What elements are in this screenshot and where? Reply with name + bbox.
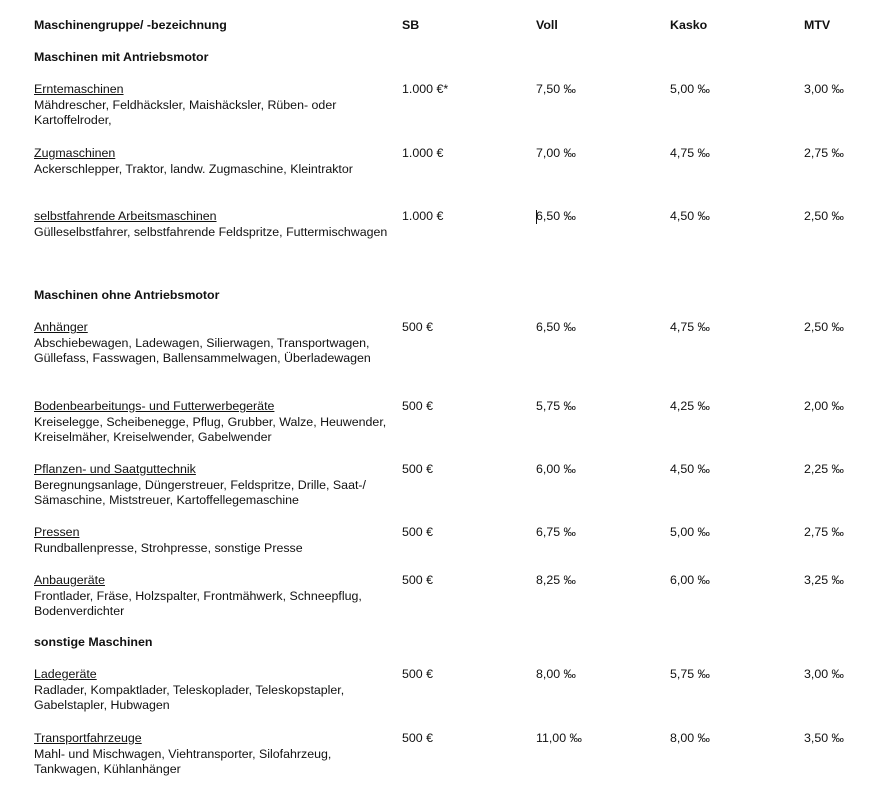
row-name: selbstfahrende Arbeitsmaschinen [34,209,217,223]
header-group: Maschinengruppe/ -bezeichnung [34,18,227,32]
group-title: Maschinen mit Antriebsmotor [34,50,209,64]
cell-sb: 500 € [402,399,434,413]
header-kasko: Kasko [670,18,708,32]
cell-voll: 8,00 ‰ [536,667,576,681]
cell-voll: 5,75 ‰ [536,399,576,413]
header-voll: Voll [536,18,558,32]
cell-kasko: 5,75 ‰ [670,667,710,681]
cell-sb: 1.000 € [402,146,444,160]
row-desc: Rundballenpresse, Strohpresse, sonstige Presse [34,540,303,555]
table-row [0,667,883,727]
cell-voll: 11,00 ‰ [536,731,582,745]
cell-sb: 500 € [402,525,434,539]
row-name: Bodenbearbeitungs- und Futterwerbegeräte [34,399,275,413]
cell-sb: 500 € [402,462,434,476]
cell-sb: 500 € [402,320,434,334]
row-name: Erntemaschinen [34,82,124,96]
row-desc: Radlader, Kompaktlader, Teleskoplader, Teleskopstapler, Gabelstapler, Hubwagen [34,682,345,713]
row-desc: Mähdrescher, Feldhäcksler, Maishäcksler, Rüben- oder Kartoffelroder, [34,97,337,128]
cell-mtv: 2,25 ‰ [804,462,844,476]
cell-sb: 1.000 € [402,209,444,223]
table-row [0,462,883,522]
table-row [0,209,883,269]
row-name: Zugmaschinen [34,146,116,160]
table-row [0,399,883,459]
cell-kasko: 4,25 ‰ [670,399,710,413]
cell-voll: 6,00 ‰ [536,462,576,476]
row-name: Pflanzen- und Saatguttechnik [34,462,196,476]
cell-mtv: 3,00 ‰ [804,82,844,96]
group-title: Maschinen ohne Antriebsmotor [34,288,220,302]
cell-mtv: 2,75 ‰ [804,146,844,160]
header-sb: SB [402,18,420,32]
row-desc: Kreiselegge, Scheibenegge, Pflug, Grubber, Walze, Heuwender, Kreiselmäher, Kreiselwender, Gabelwender [34,414,387,445]
header-mtv: MTV [804,18,831,32]
table-row [0,82,883,142]
row-desc: Abschiebewagen, Ladewagen, Silierwagen, Transportwagen, Güllefass, Fasswagen, Ballensammelwagen, Überladewagen [34,335,371,366]
cell-mtv: 2,75 ‰ [804,525,844,539]
cell-voll: 8,25 ‰ [536,573,576,587]
cell-mtv: 2,50 ‰ [804,209,844,223]
cell-kasko: 8,00 ‰ [670,731,710,745]
row-name: Pressen [34,525,80,539]
row-desc: Mahl- und Mischwagen, Viehtransporter, Silofahrzeug, Tankwagen, Kühlanhänger [34,746,332,777]
row-name: Transportfahrzeuge [34,731,142,745]
cell-sb: 1.000 €* [402,82,449,96]
row-name: Anhänger [34,320,88,334]
cell-kasko: 5,00 ‰ [670,525,710,539]
cell-sb: 500 € [402,573,434,587]
row-desc: Ackerschlepper, Traktor, landw. Zugmaschine, Kleintraktor [34,161,353,176]
cell-kasko: 4,50 ‰ [670,462,710,476]
row-name: Anbaugeräte [34,573,105,587]
table-row [0,573,883,633]
cell-kasko: 4,50 ‰ [670,209,710,223]
table-row [0,320,883,380]
cell-mtv: 3,25 ‰ [804,573,844,587]
cell-voll: 6,50 ‰ [536,320,576,334]
cell-kasko: 6,00 ‰ [670,573,710,587]
cell-mtv: 2,00 ‰ [804,399,844,413]
row-desc: Frontlader, Fräse, Holzspalter, Frontmähwerk, Schneepflug, Bodenverdichter [34,588,362,619]
cell-sb: 500 € [402,731,434,745]
cell-voll: 7,50 ‰ [536,82,576,96]
cell-voll: 6,50 ‰ [536,209,576,223]
cell-kasko: 5,00 ‰ [670,82,710,96]
cell-voll: 6,75 ‰ [536,525,576,539]
row-desc: Beregnungsanlage, Düngerstreuer, Feldspritze, Drille, Saat-/ Sämaschine, Miststreuer, Kartoffellegemaschine [34,477,366,508]
cell-voll: 7,00 ‰ [536,146,576,160]
group-title: sonstige Maschinen [34,635,153,649]
cell-kasko: 4,75 ‰ [670,320,710,334]
cell-mtv: 2,50 ‰ [804,320,844,334]
table-row [0,731,883,791]
cell-sb: 500 € [402,667,434,681]
row-desc: Gülleselbstfahrer, selbstfahrende Feldspritze, Futtermischwagen [34,224,388,239]
cell-mtv: 3,50 ‰ [804,731,844,745]
row-name: Ladegeräte [34,667,97,681]
cell-kasko: 4,75 ‰ [670,146,710,160]
table-row [0,146,883,206]
cell-mtv: 3,00 ‰ [804,667,844,681]
